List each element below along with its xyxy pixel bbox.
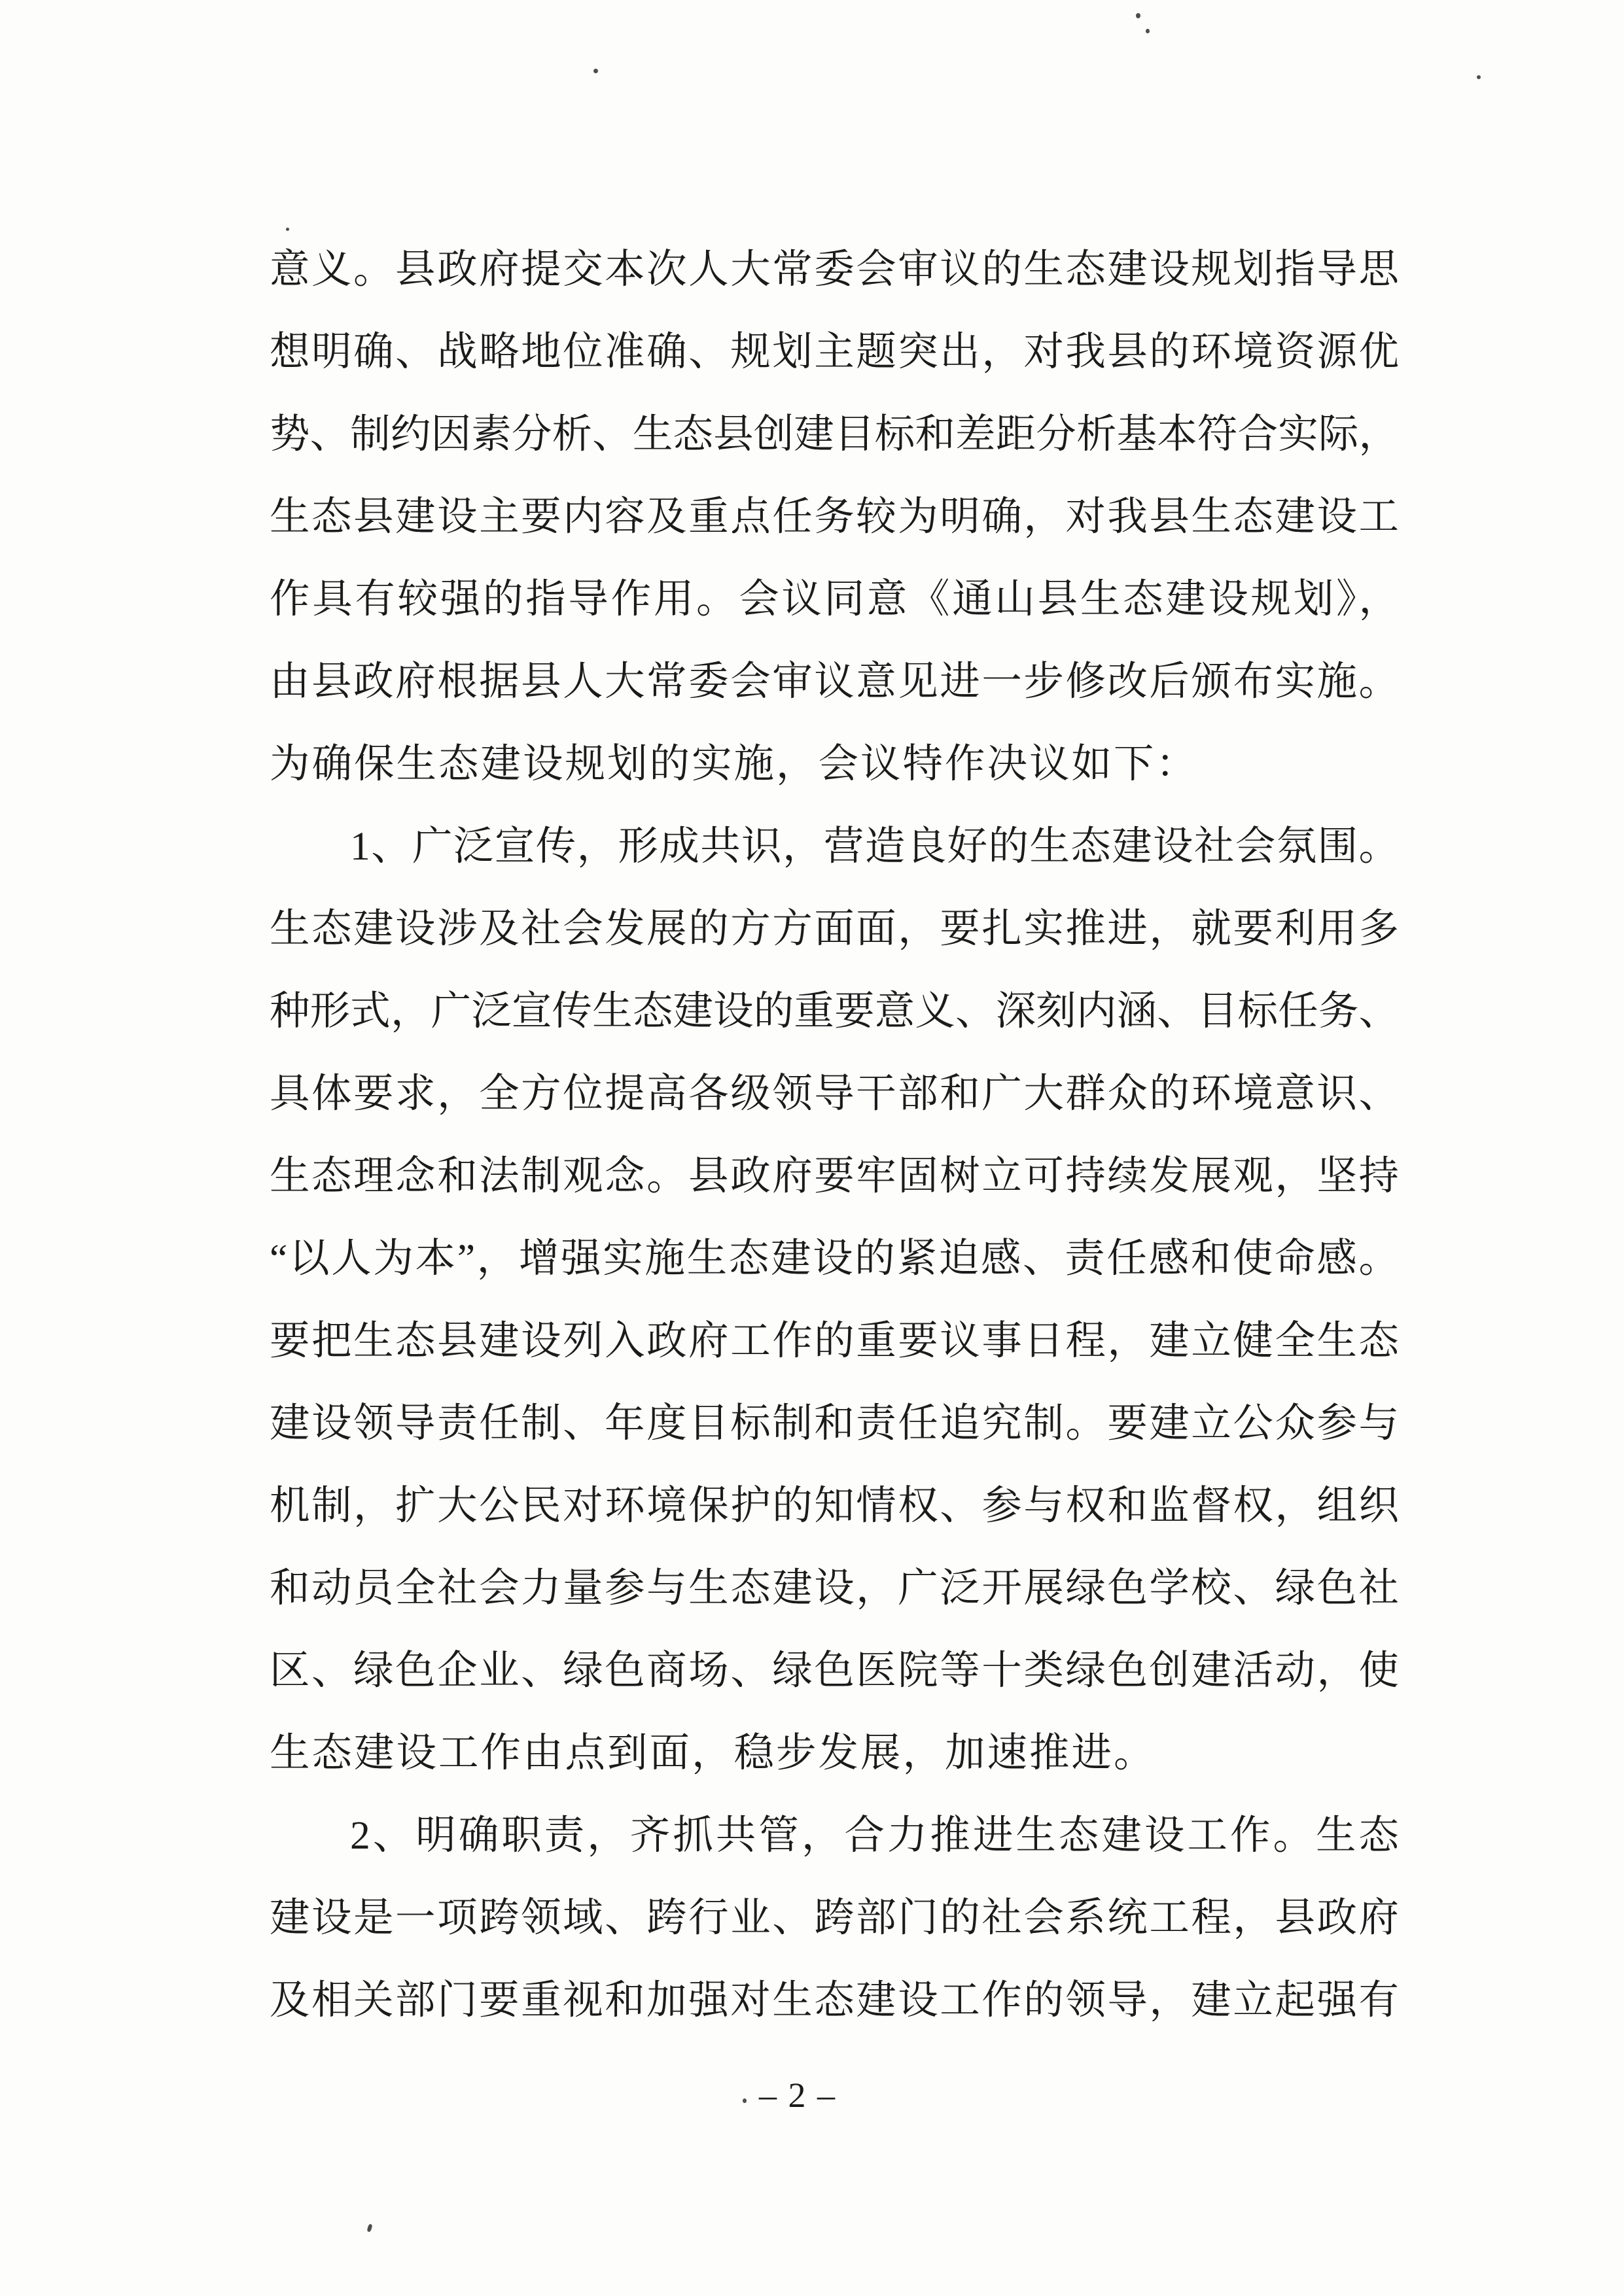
text-line: 作具有较强的指导作用。会议同意《通山县生态建设规划》， [270, 577, 1399, 621]
text-line: 具体要求，全方位提高各级领导干部和广大群众的环境意识、 [270, 1071, 1399, 1116]
scan-speck [1136, 13, 1140, 18]
document-body [270, 228, 1399, 2042]
text-line: 建设是一项跨领域、跨行业、跨部门的社会系统工程，县政府 [270, 1896, 1399, 1940]
text-line: 种形式，广泛宣传生态建设的重要意义、深刻内涵、目标任务、 [270, 989, 1399, 1034]
text-line: “以人为本”，增强实施生态建设的紧迫感、责任感和使命感。 [270, 1236, 1399, 1281]
text-line: 生态建设涉及社会发展的方方面面，要扎实推进，就要利用多 [270, 907, 1399, 951]
text-line: 生态县建设主要内容及重点任务较为明确，对我县生态建设工 [270, 495, 1399, 539]
text-line: 为确保生态建设规划的实施，会议特作决议如下： [270, 742, 1199, 786]
page-number: – 2 – [759, 2076, 836, 2115]
text-line: 建设领导责任制、年度目标制和责任追究制。要建立公众参与 [270, 1401, 1399, 1446]
text-line: 2、明确职责，齐抓共管，合力推进生态建设工作。生态 [350, 1813, 1399, 1858]
scan-speck [286, 228, 289, 231]
text-line: 意义。县政府提交本次人大常委会审议的生态建设规划指导思 [270, 247, 1399, 292]
scan-speck [366, 2223, 372, 2232]
text-line: 区、绿色企业、绿色商场、绿色医院等十类绿色创建活动，使 [270, 1648, 1399, 1693]
text-line: 由县政府根据县人大常委会审议意见进一步修改后颁布实施。 [270, 659, 1399, 704]
text-line: 要把生态县建设列入政府工作的重要议事日程，建立健全生态 [270, 1319, 1399, 1363]
text-line: 机制，扩大公民对环境保护的知情权、参与权和监督权，组织 [270, 1484, 1399, 1528]
text-line: 势、制约因素分析、生态县创建目标和差距分析基本符合实际， [270, 412, 1399, 457]
scan-speck [593, 69, 598, 73]
text-line: 和动员全社会力量参与生态建设，广泛开展绿色学校、绿色社 [270, 1566, 1399, 1610]
scan-speck [743, 2098, 747, 2103]
text-line: 生态建设工作由点到面，稳步发展，加速推进。 [270, 1731, 1156, 1775]
scan-speck [1146, 29, 1150, 33]
text-line: 及相关部门要重视和加强对生态建设工作的领导，建立起强有 [270, 1978, 1399, 2023]
text-line: 1、广泛宣传，形成共识，营造良好的生态建设社会氛围。 [350, 824, 1399, 869]
text-line: 生态理念和法制观念。县政府要牢固树立可持续发展观，坚持 [270, 1154, 1399, 1198]
scan-speck [1477, 75, 1481, 79]
text-line: 想明确、战略地位准确、规划主题突出，对我县的环境资源优 [270, 330, 1399, 374]
